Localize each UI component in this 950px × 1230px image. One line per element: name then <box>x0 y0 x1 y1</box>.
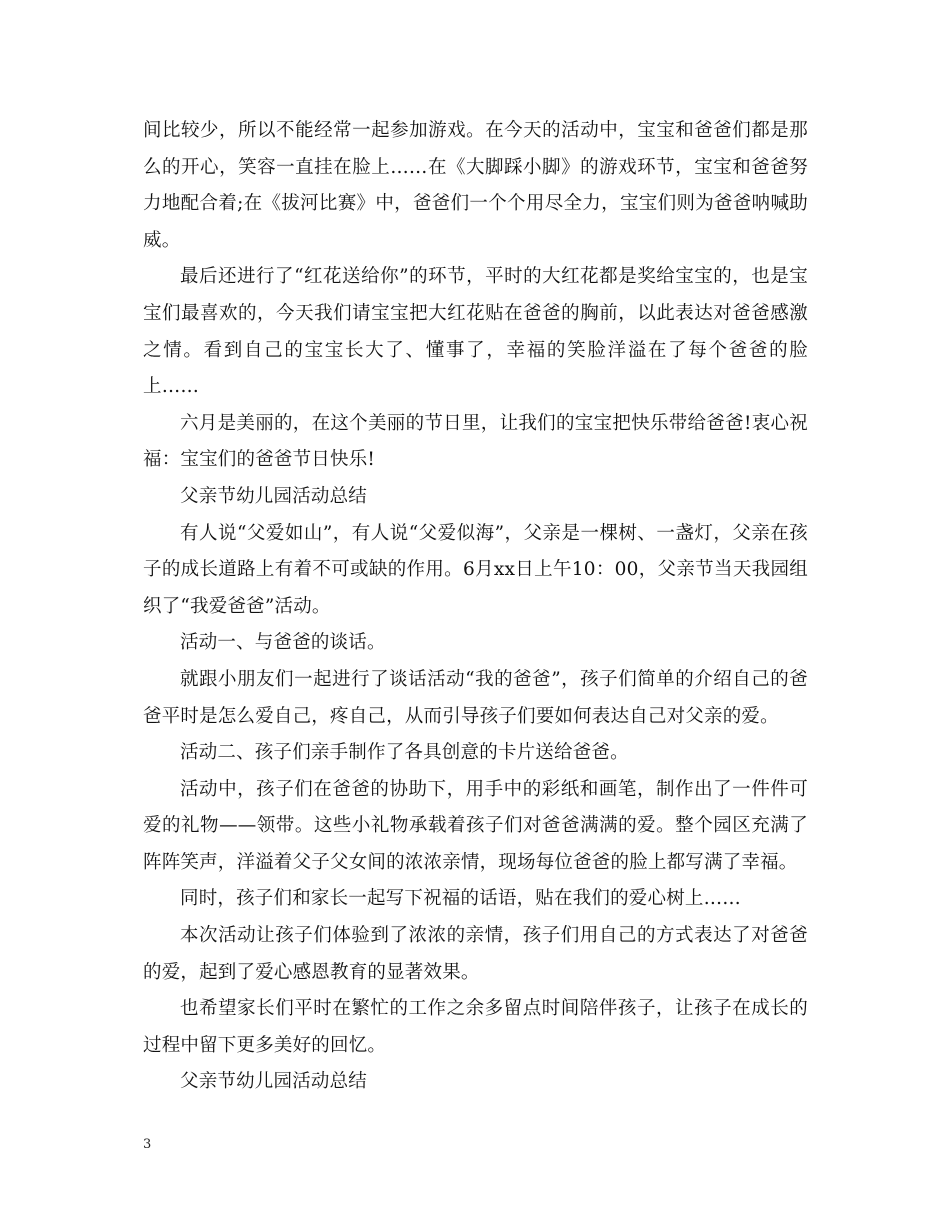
paragraph-wishes-tree: 同时，孩子们和家长一起写下祝福的话语，贴在我们的爱心树上…… <box>180 888 742 910</box>
paragraph-continuation: 间比较少，所以不能经常一起参加游戏。在今天的活动中，宝宝和爸爸们都是那么的开心，笑容一直挂在脸上……在《大脚踩小脚》的游戏环节，宝宝和爸爸努力地配合着;在《拔河比赛》中，爸爸们一个个用尽全力，宝宝们则为爸爸呐喊助威。 <box>143 120 808 251</box>
paragraph-intro: 有人说“父爱如山”，有人说“父爱似海”，父亲是一棵树、一盏灯，父亲在孩子的成长道路上有着不可或缺的作用。6月xx日上午10：00，父亲节当天我园组织了“我爱爸爸”活动。 <box>143 522 808 617</box>
activity-one-heading: 活动一、与爸爸的谈话。 <box>180 632 386 654</box>
section-title-repeat: 父亲节幼儿园活动总结 <box>180 1071 368 1093</box>
paragraph-gift-making: 活动中，孩子们在爸爸的协助下，用手中的彩纸和画笔，制作出了一件件可爱的礼物——领带。这些小礼物承载着孩子们对爸爸满满的爱。整个园区充满了阵阵笑声，洋溢着父子父女间的浓浓亲情，现场每位爸爸的脸上都写满了幸福。 <box>143 778 808 873</box>
activity-two-heading: 活动二、孩子们亲手制作了各具创意的卡片送给爸爸。 <box>180 742 629 764</box>
paragraph-parents-hope: 也希望家长们平时在繁忙的工作之余多留点时间陪伴孩子，让孩子在成长的过程中留下更多美好的回忆。 <box>143 998 808 1056</box>
paragraph-red-flower: 最后还进行了“红花送给你”的环节，平时的大红花都是奖给宝宝的，也是宝宝们最喜欢的，今天我们请宝宝把大红花贴在爸爸的胸前，以此表达对爸爸感激之情。看到自己的宝宝长大了、懂事了，幸福的笑脸洋溢在了每个爸爸的脸上…… <box>143 266 808 398</box>
page-number: 3 <box>143 1137 152 1152</box>
paragraph-effect: 本次活动让孩子们体验到了浓浓的亲情，孩子们用自己的方式表达了对爸爸的爱，起到了爱心感恩教育的显著效果。 <box>143 925 808 983</box>
paragraph-talk-activity: 就跟小朋友们一起进行了谈话活动“我的爸爸”，孩子们简单的介绍自己的爸爸平时是怎么爱自己，疼自己，从而引导孩子们要如何表达自己对父亲的爱。 <box>143 668 808 727</box>
document-body <box>143 113 808 1101</box>
paragraph-june-wishes: 六月是美丽的，在这个美丽的节日里，让我们的宝宝把快乐带给爸爸!衷心祝福：宝宝们的爸爸节日快乐! <box>143 412 808 471</box>
section-title: 父亲节幼儿园活动总结 <box>180 485 368 507</box>
